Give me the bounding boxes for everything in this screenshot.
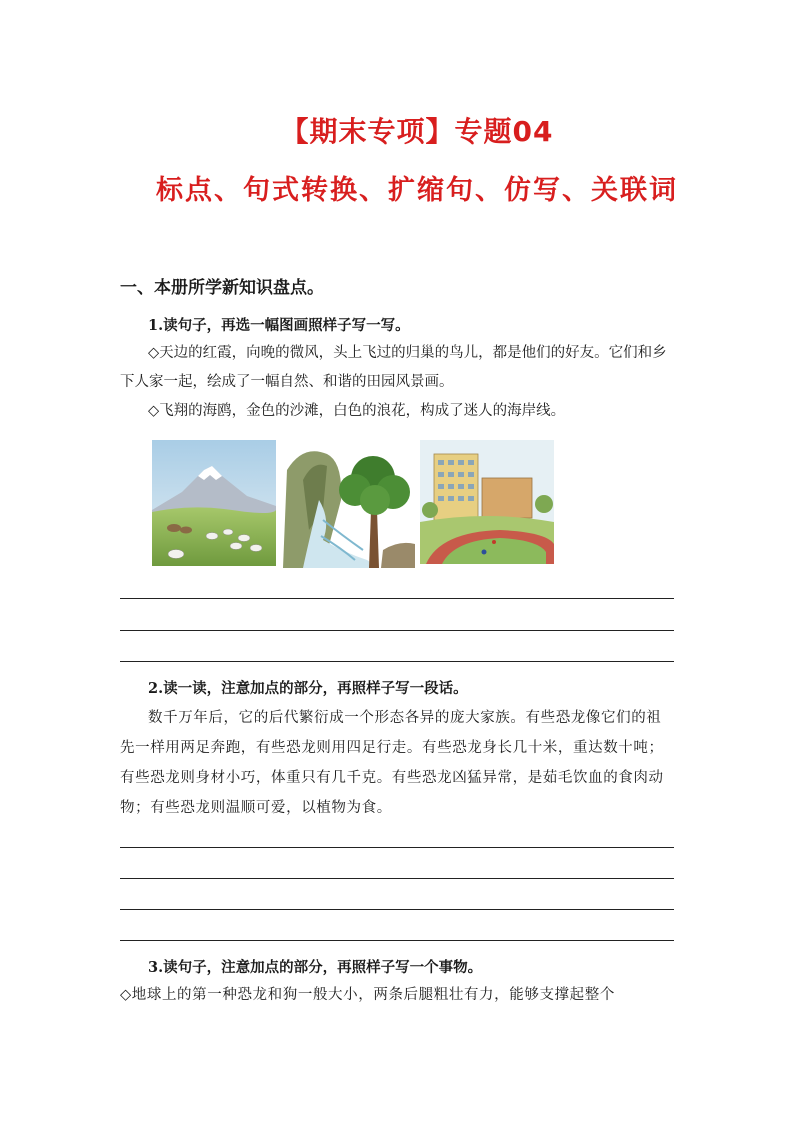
waterfall-tree-picture xyxy=(283,440,415,568)
question-1-prompt: 1.读句子，再选一幅图画照样子写一写。 xyxy=(148,317,410,334)
answer-line[interactable] xyxy=(120,940,674,941)
question-3-prompt: 3.读句子，注意加点的部分，再照样子写一个事物。 xyxy=(148,959,483,976)
grassland-mountain-picture xyxy=(152,440,276,566)
school-playground-picture xyxy=(420,440,554,564)
page-subtitle: 标点、句式转换、扩缩句、仿写、关联词 xyxy=(156,175,678,206)
question-1-example-1: ◇天边的红霞，向晚的微风，头上飞过的归巢的鸟儿，都是他们的好友。它们和乡下人家一起，绘成了一幅自然、和谐的田园风景画。 xyxy=(120,345,667,390)
section-heading: 一、本册所学新知识盘点。 xyxy=(120,278,324,298)
answer-line[interactable] xyxy=(120,661,674,662)
answer-line[interactable] xyxy=(120,847,674,848)
question-3-example: ◇地球上的第一种恐龙和狗一般大小，两条后腿粗壮有力，能够支撑起整个 xyxy=(120,987,615,1003)
picture-strip xyxy=(152,440,554,568)
answer-line[interactable] xyxy=(120,878,674,879)
answer-line[interactable] xyxy=(120,598,674,599)
question-1-example-2: ◇飞翔的海鸥，金色的沙滩，白色的浪花，构成了迷人的海岸线。 xyxy=(148,403,566,419)
answer-line[interactable] xyxy=(120,909,674,910)
question-2-paragraph: 数千万年后，它的后代繁衍成一个形态各异的庞大家族。有些恐龙像它们的祖先一样用两足奔跑，有些恐龙则用四足行走。有些恐龙身长几十米，重达数十吨；有些恐龙则身材小巧，体重只有几千克。有些恐龙凶猛异常，是茹毛饮血的食肉动物；有些恐龙则温顺可爱，以植物为食。 xyxy=(120,710,664,816)
page-title: 【期末专项】专题04 xyxy=(280,115,554,148)
answer-line[interactable] xyxy=(120,630,674,631)
question-2-prompt: 2.读一读，注意加点的部分，再照样子写一段话。 xyxy=(148,680,468,697)
